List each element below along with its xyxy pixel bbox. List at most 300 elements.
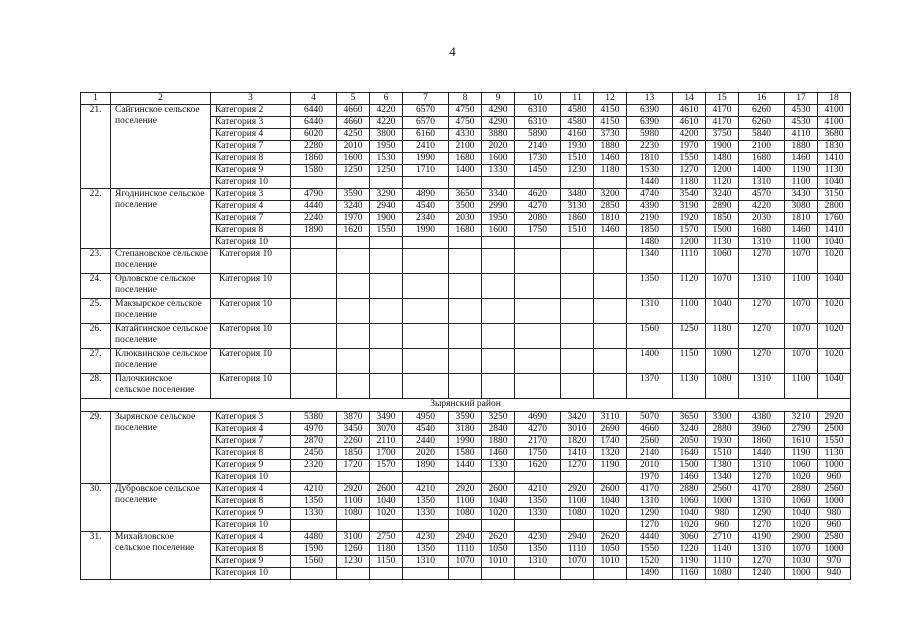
value-cell: 3240 [706,189,739,201]
category-cell: Категория 3 [211,117,291,129]
value-cell: 1040 [818,177,851,189]
value-cell [482,520,515,532]
value-cell: 4440 [291,201,337,213]
column-header: 3 [211,93,291,105]
table-row [81,324,851,349]
value-cell [482,472,515,484]
value-cell: 1040 [673,508,706,520]
value-cell: 2450 [291,448,337,460]
value-cell: 3650 [673,412,706,424]
value-cell: 1070 [785,324,818,349]
value-cell: 3240 [337,201,370,213]
tariff-table [80,92,851,580]
value-cell: 1140 [706,544,739,556]
value-cell: 1510 [706,448,739,460]
value-cell: 1270 [739,520,785,532]
row-number: 25. [81,299,111,324]
value-cell: 1570 [673,225,706,237]
value-cell [370,249,403,274]
value-cell: 1060 [706,249,739,274]
value-cell: 1860 [561,213,594,225]
value-cell [482,299,515,324]
category-cell: Категория 4 [211,484,291,496]
value-cell: 2110 [370,436,403,448]
value-cell: 2880 [673,484,706,496]
value-cell [337,177,370,189]
value-cell [291,472,337,484]
value-cell: 2340 [403,213,449,225]
value-cell: 2280 [291,141,337,153]
value-cell [337,274,370,299]
value-cell: 2140 [627,448,673,460]
value-cell: 1310 [739,374,785,399]
value-cell: 1340 [627,249,673,274]
value-cell [370,374,403,399]
value-cell: 1880 [482,436,515,448]
value-cell: 3730 [594,129,627,141]
value-cell: 2620 [482,532,515,544]
value-cell [370,349,403,374]
value-cell: 1400 [739,165,785,177]
value-cell: 3100 [337,532,370,544]
value-cell: 3750 [706,129,739,141]
value-cell: 5380 [291,412,337,424]
value-cell: 4660 [627,424,673,436]
value-cell: 1230 [337,556,370,568]
value-cell [561,249,594,274]
value-cell: 4570 [739,189,785,201]
value-cell: 1270 [739,556,785,568]
value-cell [370,472,403,484]
value-cell: 4290 [482,117,515,129]
value-cell: 1610 [785,436,818,448]
value-cell: 1100 [785,237,818,249]
value-cell: 1740 [594,436,627,448]
value-cell: 2240 [291,213,337,225]
value-cell [561,472,594,484]
value-cell: 1130 [673,374,706,399]
value-cell: 2890 [706,201,739,213]
value-cell: 1020 [818,324,851,349]
value-cell: 1000 [818,460,851,472]
value-cell: 2170 [515,436,561,448]
value-cell: 4220 [370,105,403,117]
value-cell: 2440 [403,436,449,448]
value-cell: 1180 [594,165,627,177]
value-cell: 1530 [370,153,403,165]
value-cell [482,237,515,249]
value-cell: 1020 [818,349,851,374]
value-cell: 1590 [291,544,337,556]
value-cell: 1400 [449,165,482,177]
category-cell: Категория 10 [211,349,291,374]
value-cell [337,249,370,274]
table-row [81,374,851,399]
column-header: 8 [449,93,482,105]
value-cell: 1310 [739,177,785,189]
value-cell: 1130 [818,448,851,460]
value-cell: 2920 [818,412,851,424]
table-row [81,484,851,496]
value-cell: 3480 [561,189,594,201]
value-cell: 1990 [449,436,482,448]
value-cell: 1500 [673,460,706,472]
value-cell: 1830 [818,141,851,153]
row-number: 30. [81,484,111,532]
value-cell: 2010 [337,141,370,153]
value-cell: 3210 [785,412,818,424]
row-number: 23. [81,249,111,274]
value-cell [449,237,482,249]
value-cell: 3080 [785,201,818,213]
value-cell: 4530 [785,105,818,117]
value-cell: 970 [818,556,851,568]
value-cell: 1180 [673,177,706,189]
value-cell: 6310 [515,105,561,117]
value-cell: 1130 [818,165,851,177]
value-cell: 1190 [594,460,627,472]
value-cell: 2080 [515,213,561,225]
category-cell: Категория 4 [211,129,291,141]
value-cell: 2190 [627,213,673,225]
value-cell: 1350 [291,496,337,508]
value-cell: 4170 [739,484,785,496]
settlement-name: Степановское сельское поселение [111,249,211,274]
value-cell: 4610 [673,117,706,129]
value-cell: 1070 [449,556,482,568]
value-cell: 2100 [739,141,785,153]
value-cell: 4540 [403,201,449,213]
value-cell: 1600 [482,225,515,237]
value-cell: 1560 [627,324,673,349]
value-cell: 1810 [627,153,673,165]
column-header: 14 [673,93,706,105]
value-cell [370,177,403,189]
column-header: 2 [111,93,211,105]
value-cell: 1110 [449,544,482,556]
value-cell: 1250 [673,324,706,349]
value-cell [449,349,482,374]
value-cell: 6440 [291,117,337,129]
value-cell [370,237,403,249]
value-cell: 1100 [785,274,818,299]
value-cell [515,237,561,249]
value-cell: 4170 [627,484,673,496]
value-cell: 6390 [627,117,673,129]
value-cell [449,177,482,189]
value-cell [291,520,337,532]
value-cell: 1990 [403,225,449,237]
value-cell: 1460 [673,472,706,484]
value-cell: 1120 [673,274,706,299]
value-cell: 1010 [594,556,627,568]
value-cell [449,299,482,324]
value-cell: 1190 [785,165,818,177]
value-cell: 1000 [706,496,739,508]
value-cell: 2620 [594,532,627,544]
value-cell [515,520,561,532]
value-cell: 4270 [515,201,561,213]
column-header: 13 [627,93,673,105]
value-cell: 1810 [785,213,818,225]
value-cell: 3300 [706,412,739,424]
value-cell: 1270 [739,324,785,349]
column-header: 6 [370,93,403,105]
value-cell: 4250 [337,129,370,141]
value-cell [594,249,627,274]
value-cell: 5070 [627,412,673,424]
value-cell [482,324,515,349]
value-cell [449,472,482,484]
value-cell [594,274,627,299]
value-cell: 2880 [785,484,818,496]
column-header: 12 [594,93,627,105]
value-cell: 3150 [818,189,851,201]
value-cell: 1500 [706,225,739,237]
value-cell: 2800 [818,201,851,213]
value-cell [561,374,594,399]
value-cell: 2600 [594,484,627,496]
value-cell [515,299,561,324]
value-cell [515,568,561,580]
value-cell: 940 [818,568,851,580]
value-cell: 1290 [739,508,785,520]
value-cell: 2050 [673,436,706,448]
value-cell [561,274,594,299]
value-cell: 3650 [449,189,482,201]
settlement-name: Палочкинское сельское поселение [111,374,211,399]
value-cell: 4290 [482,105,515,117]
value-cell [337,237,370,249]
value-cell: 1020 [818,249,851,274]
page-number: 4 [449,44,456,59]
value-cell: 2030 [739,213,785,225]
value-cell [291,568,337,580]
value-cell: 1080 [561,508,594,520]
category-cell: Категория 9 [211,460,291,472]
value-cell: 1890 [403,460,449,472]
category-cell: Категория 8 [211,225,291,237]
value-cell: 4160 [561,129,594,141]
value-cell: 1050 [594,544,627,556]
value-cell: 1640 [673,448,706,460]
value-cell: 1680 [449,153,482,165]
value-cell: 1020 [785,472,818,484]
value-cell [291,177,337,189]
value-cell: 3110 [594,412,627,424]
value-cell: 2030 [449,213,482,225]
value-cell: 4170 [706,117,739,129]
value-cell: 1160 [673,568,706,580]
value-cell: 4740 [627,189,673,201]
value-cell [291,237,337,249]
value-cell: 4690 [515,412,561,424]
category-cell: Категория 7 [211,213,291,225]
value-cell: 2990 [482,201,515,213]
value-cell: 1580 [449,448,482,460]
value-cell: 1860 [291,153,337,165]
value-cell: 1530 [627,165,673,177]
value-cell: 1310 [739,460,785,472]
value-cell: 1000 [818,496,851,508]
value-cell: 1070 [785,249,818,274]
value-cell: 4380 [739,412,785,424]
value-cell: 1080 [706,568,739,580]
value-cell: 3960 [739,424,785,436]
value-cell: 1270 [739,249,785,274]
value-cell: 4230 [515,532,561,544]
value-cell: 1100 [785,177,818,189]
category-cell: Категория 4 [211,424,291,436]
value-cell: 1460 [785,225,818,237]
value-cell: 1190 [785,448,818,460]
value-cell: 4220 [370,117,403,129]
value-cell: 2940 [370,201,403,213]
value-cell: 1550 [818,436,851,448]
value-cell: 2850 [594,201,627,213]
value-cell: 6390 [627,105,673,117]
value-cell: 2410 [403,141,449,153]
value-cell: 3200 [594,189,627,201]
value-cell: 4390 [627,201,673,213]
value-cell [337,349,370,374]
value-cell: 1110 [561,544,594,556]
value-cell: 4580 [561,117,594,129]
value-cell: 1440 [627,177,673,189]
value-cell: 1340 [706,472,739,484]
value-cell: 1460 [482,448,515,460]
value-cell: 1200 [673,237,706,249]
value-cell: 1100 [337,496,370,508]
value-cell: 2710 [706,532,739,544]
column-header: 11 [561,93,594,105]
category-cell: Категория 8 [211,496,291,508]
value-cell: 1410 [818,225,851,237]
value-cell: 4890 [403,189,449,201]
value-cell [594,299,627,324]
value-cell: 4750 [449,105,482,117]
row-number: 21. [81,105,111,189]
value-cell [482,249,515,274]
value-cell: 1040 [785,508,818,520]
district-label: Зырянский район [81,399,851,412]
value-cell: 1850 [706,213,739,225]
value-cell: 1230 [561,165,594,177]
value-cell: 2260 [337,436,370,448]
value-cell: 1000 [785,568,818,580]
value-cell: 1100 [673,299,706,324]
value-cell [594,349,627,374]
value-cell: 1040 [370,496,403,508]
value-cell: 4530 [785,117,818,129]
value-cell: 1020 [673,520,706,532]
value-cell: 2600 [482,484,515,496]
value-cell: 4150 [594,117,627,129]
value-cell [561,520,594,532]
value-cell [561,568,594,580]
value-cell: 1310 [739,237,785,249]
value-cell [561,299,594,324]
value-cell: 4210 [515,484,561,496]
value-cell: 1750 [515,225,561,237]
value-cell [449,274,482,299]
category-cell: Категория 9 [211,508,291,520]
value-cell: 4170 [706,105,739,117]
value-cell [291,374,337,399]
value-cell: 2750 [370,532,403,544]
value-cell: 1680 [449,225,482,237]
settlement-name: Орловское сельское поселение [111,274,211,299]
column-header: 5 [337,93,370,105]
value-cell: 2920 [449,484,482,496]
value-cell: 4620 [515,189,561,201]
value-cell: 1070 [785,544,818,556]
value-cell: 1710 [403,165,449,177]
value-cell: 3180 [449,424,482,436]
value-cell: 6160 [403,129,449,141]
value-cell: 1850 [337,448,370,460]
value-cell [291,324,337,349]
table-row [81,105,851,117]
settlement-name: Ягоднинское сельское поселение [111,189,211,249]
value-cell: 1890 [291,225,337,237]
value-cell: 4330 [449,129,482,141]
category-cell: Категория 9 [211,556,291,568]
category-cell: Категория 10 [211,274,291,299]
value-cell: 960 [706,520,739,532]
value-cell [561,237,594,249]
settlement-name: Сайгинское сельское поселение [111,105,211,189]
value-cell: 1350 [515,544,561,556]
category-cell: Категория 8 [211,153,291,165]
category-cell: Категория 10 [211,237,291,249]
value-cell: 1020 [370,508,403,520]
value-cell [370,324,403,349]
value-cell: 4100 [818,105,851,117]
value-cell: 1810 [594,213,627,225]
value-cell [291,349,337,374]
row-number: 28. [81,374,111,399]
value-cell [594,568,627,580]
value-cell: 1090 [706,349,739,374]
value-cell: 1100 [561,496,594,508]
value-cell: 4270 [515,424,561,436]
value-cell: 4210 [403,484,449,496]
value-cell: 2500 [818,424,851,436]
value-cell: 1310 [739,274,785,299]
value-cell [594,472,627,484]
value-cell: 1310 [627,496,673,508]
value-cell: 1220 [673,544,706,556]
value-cell: 3800 [370,129,403,141]
value-cell [515,324,561,349]
value-cell: 1000 [818,544,851,556]
value-cell: 1060 [785,460,818,472]
value-cell: 1380 [706,460,739,472]
value-cell [370,274,403,299]
value-cell: 4200 [673,129,706,141]
header-row [81,93,851,105]
value-cell: 2320 [291,460,337,472]
value-cell: 4480 [291,532,337,544]
value-cell: 5840 [739,129,785,141]
value-cell: 1100 [449,496,482,508]
value-cell: 1330 [515,508,561,520]
value-cell: 1250 [370,165,403,177]
value-cell [482,177,515,189]
value-cell: 1150 [673,349,706,374]
value-cell: 1020 [818,299,851,324]
